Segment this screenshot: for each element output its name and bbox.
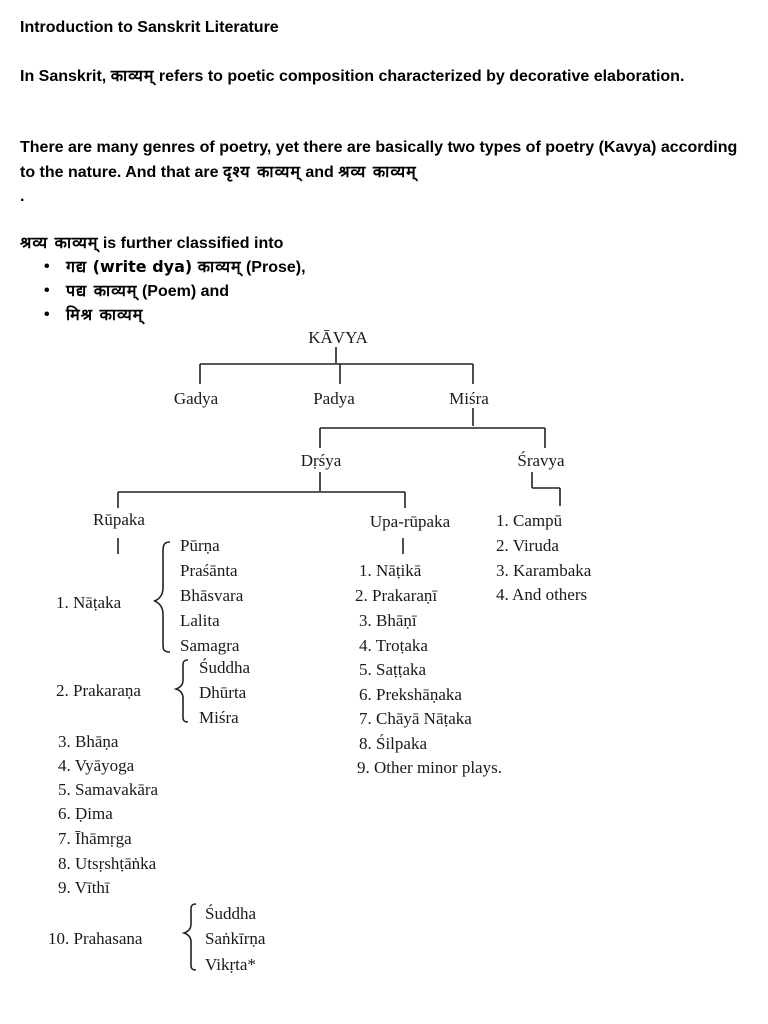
list-item: Śuddha bbox=[205, 904, 256, 923]
nataka-brace bbox=[154, 542, 170, 652]
list-item: Vikṛta* bbox=[205, 955, 256, 974]
rupaka-list bbox=[58, 732, 159, 897]
list-item-gadya bbox=[66, 255, 306, 279]
classification-paragraph bbox=[20, 231, 745, 256]
document-title: Introduction to Sanskrit Literature bbox=[20, 19, 279, 36]
gadya-kavyam-term: काव्यम् bbox=[197, 257, 242, 276]
gadya-label: (Prose), bbox=[241, 259, 306, 276]
list-item: 3. Karambaka bbox=[496, 561, 592, 580]
list-item: 4. And others bbox=[496, 585, 588, 604]
node-uparupaka: Upa-rūpaka bbox=[369, 512, 451, 531]
list-item: 3. Bhāṇī bbox=[359, 611, 417, 630]
para2-and: and bbox=[300, 164, 339, 181]
para3-suffix: is further classified into bbox=[98, 235, 284, 252]
node-rupaka: Rūpaka bbox=[93, 510, 145, 529]
shravya-kavyam-term: श्रव्य काव्यम् bbox=[338, 162, 417, 181]
list-item: 8. Utsṛshṭāṅka bbox=[58, 854, 157, 873]
mishra-kavyam-term: मिश्र काव्यम् bbox=[66, 305, 144, 324]
prahasana-types bbox=[205, 904, 266, 974]
list-item: Lalita bbox=[180, 611, 220, 630]
node-gadya: Gadya bbox=[173, 389, 219, 408]
list-item: 1. Nāṭikā bbox=[359, 561, 422, 580]
list-item: Dhūrta bbox=[199, 683, 247, 702]
gadya-term: गद्य bbox=[66, 257, 88, 276]
padya-label: (Poem) and bbox=[137, 283, 230, 300]
list-item: Bhāsvara bbox=[180, 586, 244, 605]
list-item: 8. Śilpaka bbox=[359, 734, 427, 753]
node-nataka: 1. Nāṭaka bbox=[56, 593, 122, 612]
list-item: 1. Campū bbox=[496, 511, 563, 530]
para2-end: . bbox=[20, 188, 25, 205]
list-item: 6. Ḍima bbox=[58, 804, 113, 823]
list-item: 3. Bhāṇa bbox=[58, 732, 119, 751]
node-prakarana: 2. Prakaraṇa bbox=[56, 681, 141, 700]
list-item: 9. Vīthī bbox=[58, 878, 110, 897]
list-item: Samagra bbox=[180, 636, 240, 655]
shravya-list bbox=[496, 511, 592, 604]
kavya-types-paragraph bbox=[20, 136, 745, 209]
list-item: 5. Samavakāra bbox=[58, 780, 159, 799]
uparupaka-list bbox=[355, 561, 502, 777]
para2-text: There are many genres of poetry, yet there are basically two types of poetry (Kavya) according to the nature. And that are bbox=[20, 139, 738, 181]
drishya-kavyam-term: दृश्य काव्यम् bbox=[222, 162, 301, 181]
list-item: 4. Troṭaka bbox=[359, 636, 428, 655]
node-mishra: Miśra bbox=[449, 389, 489, 408]
list-item: 6. Prekshāṇaka bbox=[359, 685, 462, 704]
para1-prefix: In Sanskrit, bbox=[20, 68, 111, 85]
tree-connectors bbox=[118, 347, 560, 970]
list-item: 7. Chāyā Nāṭaka bbox=[359, 709, 472, 728]
list-item: 4. Vyāyoga bbox=[58, 756, 135, 775]
list-item: 2. Prakaraṇī bbox=[355, 586, 438, 605]
list-item: Praśānta bbox=[180, 561, 238, 580]
kavya-classification-tree bbox=[0, 320, 768, 1020]
nataka-types bbox=[180, 536, 244, 655]
prakarana-types bbox=[199, 658, 250, 727]
genre-list bbox=[66, 255, 306, 327]
prahasana-brace bbox=[184, 904, 196, 970]
list-item: Pūrṇa bbox=[180, 536, 220, 555]
list-item-padya bbox=[66, 279, 306, 303]
list-item: 5. Saṭṭaka bbox=[359, 660, 427, 679]
kavya-definition-paragraph bbox=[20, 64, 745, 89]
node-drishya: Dṛśya bbox=[300, 451, 342, 470]
list-item: Śuddha bbox=[199, 658, 250, 677]
shravya-kavyam-term-2: श्रव्य काव्यम् bbox=[20, 233, 99, 252]
para1-suffix: refers to poetic composition characterized by decorative elaboration. bbox=[154, 68, 685, 85]
gadya-transliteration: (write dya) bbox=[87, 257, 198, 276]
list-item: 2. Viruda bbox=[496, 536, 559, 555]
root-kavya: KĀVYA bbox=[308, 328, 368, 347]
padya-kavyam-term: पद्य काव्यम् bbox=[66, 281, 138, 300]
list-item: 9. Other minor plays. bbox=[357, 758, 502, 777]
node-shravya: Śravya bbox=[517, 451, 565, 470]
list-item: Saṅkīrṇa bbox=[205, 929, 266, 948]
kavyam-term: काव्यम् bbox=[110, 66, 155, 85]
list-item: Miśra bbox=[199, 708, 239, 727]
node-padya: Padya bbox=[313, 389, 355, 408]
node-prahasana: 10. Prahasana bbox=[48, 929, 143, 948]
prakarana-brace bbox=[176, 660, 188, 722]
list-item: 7. Īhāmṛga bbox=[58, 829, 132, 848]
